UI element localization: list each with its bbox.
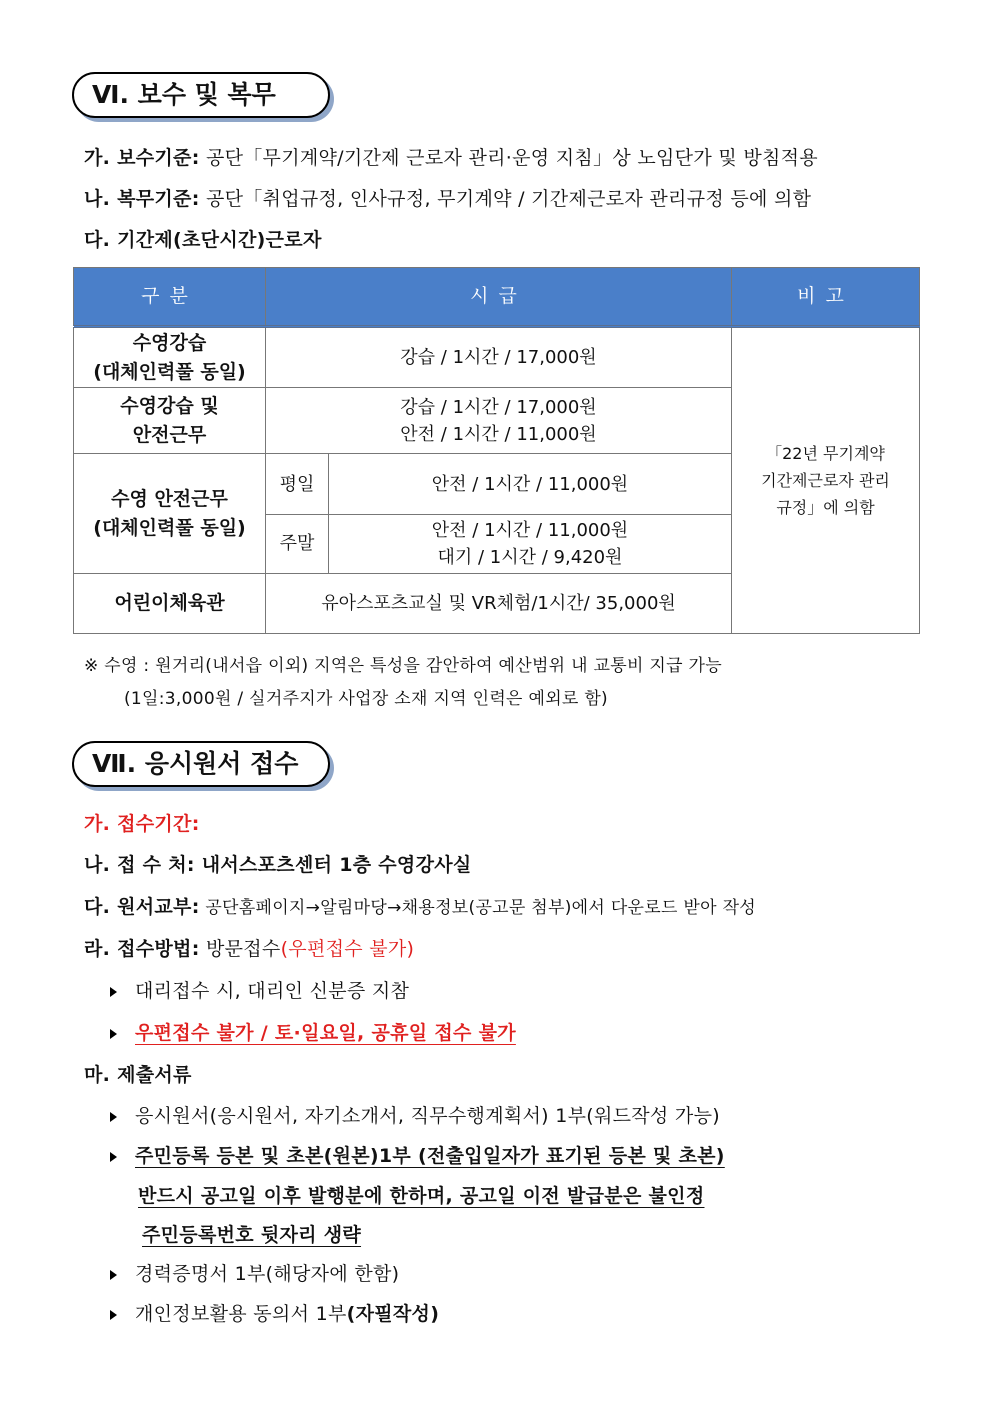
docs-heading — [84, 1060, 192, 1087]
place-text: 내서스포츠센터 1층 수영강사실 — [194, 854, 472, 876]
row-subcategory-weekend: 주말 — [266, 514, 329, 573]
bullet-text: 대리접수 시, 대리인 신분증 지참 — [135, 980, 410, 1002]
pay-standard — [84, 143, 818, 170]
bullet-triangle-icon — [110, 1029, 117, 1039]
bullet-text-bold: (자필작성) — [346, 1303, 440, 1325]
part-time-label: 다. 기간제(초단시간)근로자 — [84, 229, 322, 251]
form-label: 다. 원서교부: — [84, 896, 200, 918]
method-label: 라. 접수방법: — [84, 938, 200, 960]
bullet-triangle-icon — [110, 1310, 117, 1320]
pay-standard-text: 공단「무기계약/기간제 근로자 관리·운영 지침」상 노임단가 및 방침적용 — [199, 147, 818, 169]
row-category: 수영강습 (대체인력풀 동일) — [74, 327, 266, 388]
bullet-triangle-icon — [110, 1270, 117, 1280]
wage-table-header — [74, 268, 920, 327]
method-text: 방문접수 — [199, 938, 281, 960]
footnote-line2: (1일:3,000원 / 실거주지가 사업장 소재 지역 인력은 예외로 함) — [124, 689, 608, 709]
bullet-text: 주민등록 등본 및 초본(원본)1부 (전출입일자가 표기된 등본 및 초본) — [135, 1145, 725, 1167]
period-label: 가. 접수기간: — [84, 813, 200, 835]
bullet-text: 우편접수 불가 / 토·일요일, 공휴일 접수 불가 — [135, 1022, 516, 1044]
duty-standard — [84, 184, 811, 211]
header-note: 비고 — [732, 268, 920, 327]
method-bullet-2 — [110, 1018, 516, 1045]
period-line — [84, 809, 200, 836]
bullet-text: 경력증명서 1부(해당자에 한함) — [135, 1263, 400, 1285]
method-red-text: (우편접수 불가) — [280, 938, 415, 960]
row-wage: 강습 / 1시간 / 17,000원 안전 / 1시간 / 11,000원 — [266, 388, 732, 454]
bullet-triangle-icon — [110, 1112, 117, 1122]
form-line — [84, 892, 756, 919]
place-line — [84, 850, 472, 877]
doc-item-3 — [110, 1259, 399, 1286]
part-time-heading — [84, 225, 322, 252]
method-line — [84, 934, 414, 961]
bullet-text: 응시원서(응시원서, 자기소개서, 직무수행계획서) 1부(워드작성 가능) — [135, 1105, 720, 1127]
section6-title: Ⅵ. 보수 및 복무 — [72, 72, 330, 118]
row-wage: 유아스포츠교실 및 VR체험/1시간/ 35,000원 — [266, 573, 732, 633]
row-wage: 강습 / 1시간 / 17,000원 — [266, 327, 732, 388]
duty-standard-label: 나. 복무기준: — [84, 188, 200, 210]
doc-item-4 — [110, 1299, 439, 1326]
doc-item-2 — [110, 1141, 725, 1168]
footnote-line1: ※ 수영 : 원거리(내서읍 이외) 지역은 특성을 감안하여 예산범위 내 교통비 지급 가능 — [84, 656, 722, 676]
doc-item-2-line3: 주민등록번호 뒷자리 생략 — [142, 1224, 362, 1246]
pay-standard-label: 가. 보수기준: — [84, 147, 200, 169]
bullet-triangle-icon — [110, 987, 117, 997]
method-bullet-1 — [110, 976, 409, 1003]
row-subcategory-weekday: 평일 — [266, 454, 329, 514]
doc-item-1 — [110, 1101, 720, 1128]
place-label: 나. 접 수 처: — [84, 854, 195, 876]
bullet-triangle-icon — [110, 1152, 117, 1162]
row-wage: 안전 / 1시간 / 11,000원 — [329, 454, 732, 514]
row-category: 수영 안전근무 (대체인력풀 동일) — [74, 454, 266, 573]
section7-title: Ⅶ. 응시원서 접수 — [72, 741, 330, 787]
header-wage: 시급 — [266, 268, 732, 327]
row-category: 수영강습 및 안전근무 — [74, 388, 266, 454]
docs-label: 마. 제출서류 — [84, 1064, 192, 1086]
table-row — [74, 327, 920, 388]
row-wage: 안전 / 1시간 / 11,000원 대기 / 1시간 / 9,420원 — [329, 514, 732, 573]
note-cell: 「22년 무기계약 기간제근로자 관리 규정」에 의함 — [732, 327, 920, 634]
form-text: 공단홈페이지→알림마당→채용정보(공고문 첨부)에서 다운로드 받아 작성 — [199, 898, 757, 918]
row-category: 어린이체육관 — [74, 573, 266, 633]
bullet-text: 개인정보활용 동의서 1부 — [135, 1303, 347, 1325]
header-category: 구분 — [74, 268, 266, 327]
duty-standard-text: 공단「취업규정, 인사규정, 무기계약 / 기간제근로자 관리규정 등에 의함 — [199, 188, 812, 210]
wage-table — [73, 267, 920, 634]
doc-item-2-line2: 반드시 공고일 이후 발행분에 한하며, 공고일 이전 발급분은 불인정 — [138, 1185, 705, 1207]
